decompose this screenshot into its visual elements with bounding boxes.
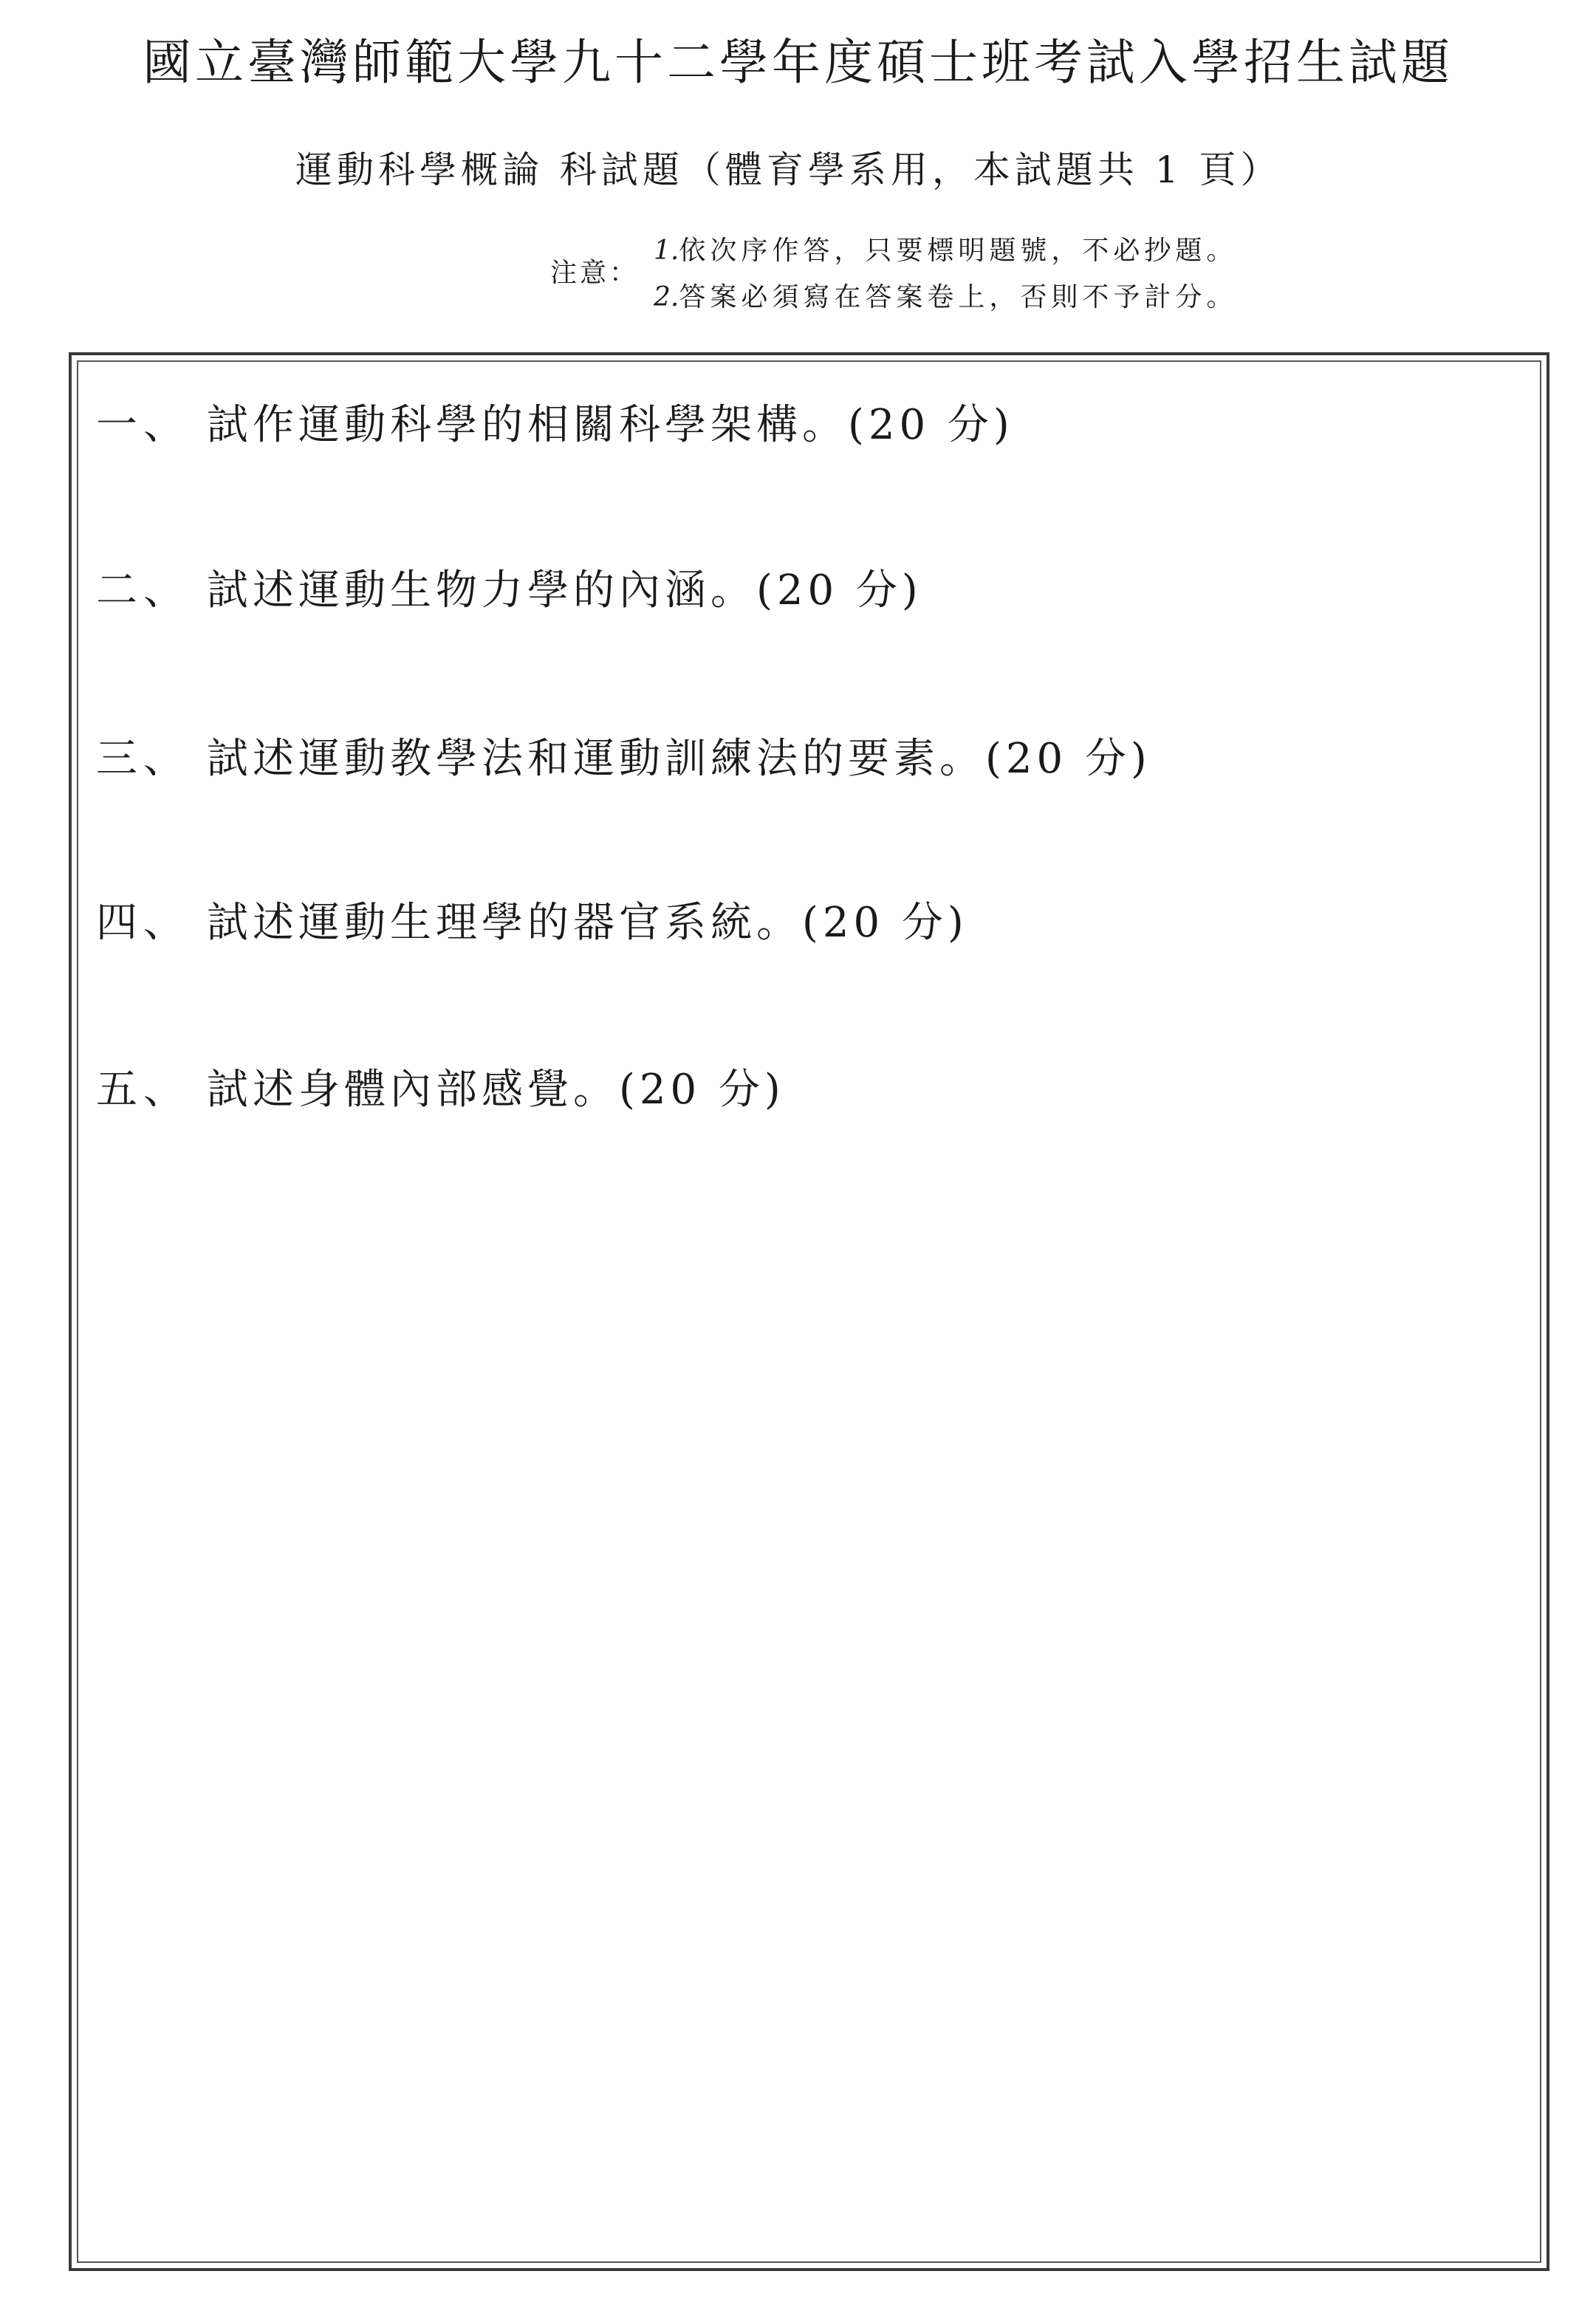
- question-number: 一、: [96, 401, 191, 449]
- question-text: 試述身體內部感覺。(20 分): [207, 1066, 785, 1114]
- notice-label: 注意：: [550, 258, 640, 288]
- notice-item-number: 1.: [654, 236, 679, 266]
- question-text: 試述運動生理學的器官系統。(20 分): [207, 899, 968, 947]
- question-text: 試作運動科學的相關科學架構。(20 分): [207, 401, 1014, 449]
- question-item: [96, 566, 922, 614]
- question-item: [96, 735, 1151, 783]
- notice-item: [654, 284, 1237, 311]
- question-frame-inner: [77, 360, 1541, 2263]
- question-text: 試述運動生物力學的內涵。(20 分): [207, 566, 922, 614]
- question-text: 試述運動教學法和運動訓練法的要素。(20 分): [207, 735, 1151, 783]
- question-number: 三、: [96, 735, 191, 783]
- question-item: [96, 401, 1014, 449]
- exam-subtitle: 運動科學概論 科試題（體育學系用，本試題共 1 頁）: [295, 148, 1282, 191]
- question-number: 五、: [96, 1066, 191, 1114]
- question-item: [96, 899, 968, 947]
- exam-title: 國立臺灣師範大學九十二學年度碩士班考試入學招生試題: [143, 34, 1453, 91]
- notice-item-number: 2.: [654, 282, 679, 312]
- notice-item: [654, 238, 1237, 264]
- notice-item-text: 依次序作答，只要標明題號，不必抄題。: [679, 236, 1238, 266]
- question-number: 二、: [96, 566, 191, 614]
- notice-item-text: 答案必須寫在答案卷上，否則不予計分。: [679, 282, 1238, 312]
- question-number: 四、: [96, 899, 191, 947]
- question-item: [96, 1066, 785, 1114]
